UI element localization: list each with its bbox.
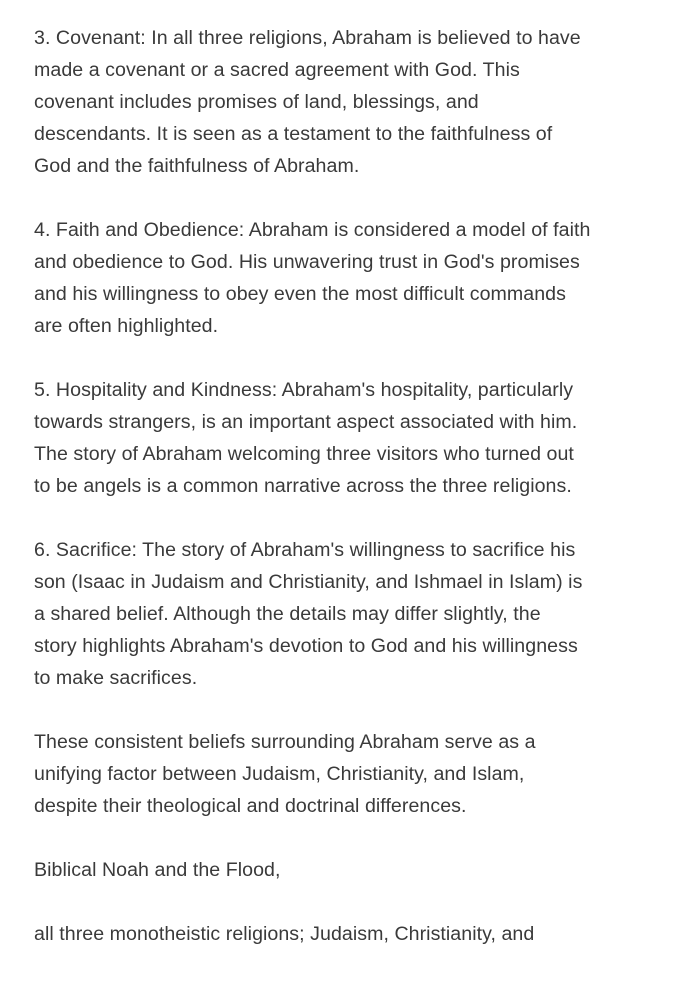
paragraph-hospitality bbox=[34, 374, 674, 502]
paragraph-summary bbox=[34, 726, 674, 822]
text-line: made a covenant or a sacred agreement with God. This bbox=[34, 59, 520, 81]
message-content bbox=[34, 22, 674, 982]
text-line: despite their theological and doctrinal differences. bbox=[34, 795, 467, 817]
paragraph-noah-heading bbox=[34, 854, 674, 886]
text-line: Biblical Noah and the Flood, bbox=[34, 859, 281, 881]
text-line: to make sacrifices. bbox=[34, 667, 198, 689]
paragraph-noah-intro bbox=[34, 918, 674, 950]
paragraph-sacrifice bbox=[34, 534, 674, 694]
text-line: are often highlighted. bbox=[34, 315, 219, 337]
text-line: 6. Sacrifice: The story of Abraham's willingness to sacrifice his bbox=[34, 539, 576, 561]
text-line: 5. Hospitality and Kindness: Abraham's hospitality, particularly bbox=[34, 379, 574, 401]
text-line: towards strangers, is an important aspect associated with him. bbox=[34, 411, 578, 433]
text-line: These consistent beliefs surrounding Abraham serve as a bbox=[34, 731, 536, 753]
text-line: descendants. It is seen as a testament to the faithfulness of bbox=[34, 123, 553, 145]
text-line: covenant includes promises of land, blessings, and bbox=[34, 91, 479, 113]
text-line: and his willingness to obey even the most difficult commands bbox=[34, 283, 566, 305]
text-line: The story of Abraham welcoming three visitors who turned out bbox=[34, 443, 574, 465]
text-line: 3. Covenant: In all three religions, Abraham is believed to have bbox=[34, 27, 581, 49]
text-line: a shared belief. Although the details may differ slightly, the bbox=[34, 603, 541, 625]
text-line: son (Isaac in Judaism and Christianity, and Ishmael in Islam) is bbox=[34, 571, 583, 593]
text-line: all three monotheistic religions; Judaism, Christianity, and bbox=[34, 923, 535, 945]
paragraph-faith-obedience bbox=[34, 214, 674, 342]
paragraph-covenant bbox=[34, 22, 674, 182]
text-line: God and the faithfulness of Abraham. bbox=[34, 155, 360, 177]
text-line: 4. Faith and Obedience: Abraham is considered a model of faith bbox=[34, 219, 591, 241]
text-line: to be angels is a common narrative across the three religions. bbox=[34, 475, 572, 497]
text-line: story highlights Abraham's devotion to God and his willingness bbox=[34, 635, 578, 657]
text-line: and obedience to God. His unwavering trust in God's promises bbox=[34, 251, 580, 273]
text-line: unifying factor between Judaism, Christianity, and Islam, bbox=[34, 763, 525, 785]
